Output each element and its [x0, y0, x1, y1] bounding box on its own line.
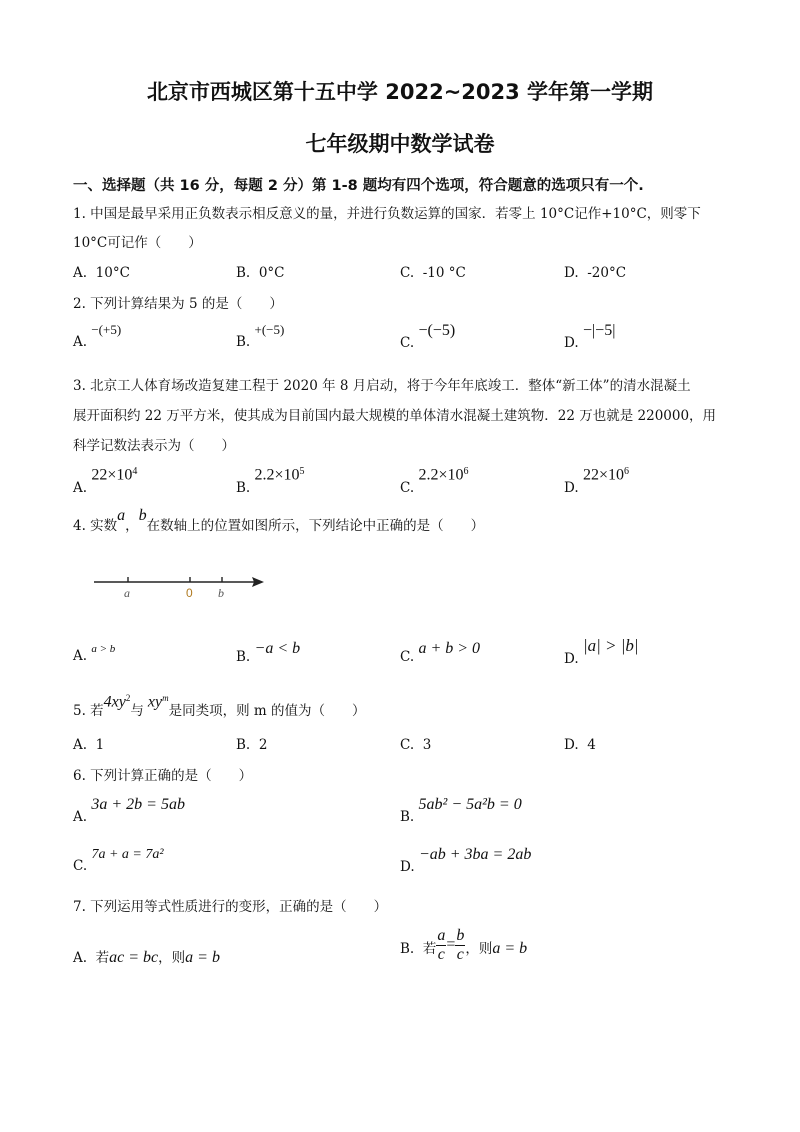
- q3-stem-line2: 展开面积约 22 万平方米，使其成为目前国内最大规模的单体清水混凝土建筑物．22 万也就是 220000，用: [73, 408, 717, 424]
- q2-option-d: D. −|−5|: [564, 322, 616, 351]
- q3-stem-line3: 科学记数法表示为（ ）: [73, 438, 235, 454]
- q6-option-a: A. 3a + 2b = 5ab: [73, 796, 185, 825]
- q3-option-d: D. $22\times 10^6$: [564, 466, 629, 496]
- q7-stem: 7. 下列运用等式性质进行的变形，正确的是（ ）: [73, 899, 388, 915]
- q1-stem-line1: 1. 中国是最早采用正负数表示相反意义的量，并进行负数运算的国家．若零上 10°C记作+10°C，则零下: [73, 206, 701, 222]
- label-0: 0: [186, 586, 193, 600]
- label-b: b: [218, 586, 224, 600]
- q2-stem: 2. 下列计算结果为 5 的是（ ）: [73, 296, 283, 312]
- q5-option-c: C. 3: [400, 737, 432, 753]
- q5-option-a: A. 1: [73, 737, 105, 753]
- q1-option-b: B. 0°C: [236, 265, 285, 281]
- q4-stem: 4. 实数a，b在数轴上的位置如图所示，下列结论中正确的是（ ）: [73, 507, 485, 534]
- fraction-b-over-c: $\frac{b}{c}$: [456, 927, 465, 963]
- q4-option-b: B. −a < b: [236, 640, 301, 665]
- q6-option-d: D. −ab + 3ba = 2ab: [400, 846, 532, 875]
- label-a: a: [124, 586, 130, 600]
- q3-option-b: B. $2.2\times 10^5$: [236, 466, 305, 496]
- q5-stem: 5. 若$4xy^2$与 $xy^m$是同类项，则 m 的值为（ ）: [73, 693, 366, 719]
- q2-option-a: A. −(+5): [73, 322, 122, 350]
- exam-title-line1: 北京市西城区第十五中学 2022~2023 学年第一学期: [146, 80, 654, 104]
- q2-option-b: B. +(−5): [236, 322, 285, 350]
- q4-option-d: D. |a| > |b|: [564, 636, 639, 667]
- q6-option-c: C. 7a + a = 7a²: [73, 847, 164, 874]
- q4-option-a: A. a > b: [73, 643, 116, 664]
- q1-option-c: C. -10 °C: [400, 265, 466, 281]
- q5-option-b: B. 2: [236, 737, 268, 753]
- q3-stem-line1: 3. 北京工人体育场改造复建工程于 2020 年 8 月启动，将于今年年底竣工．整体“新工体”的清水混凝土: [73, 378, 691, 394]
- q7-option-a: A. 若ac = bc，则a = b: [73, 949, 220, 966]
- q4-option-c: C. a + b > 0: [400, 640, 481, 665]
- exam-title-line2: 七年级期中数学试卷: [305, 132, 495, 156]
- q1-option-a: A. 10°C: [73, 265, 130, 281]
- q3-option-a: A. $22\times 10^4$: [73, 466, 138, 496]
- q3-option-c: C. $2.2\times 10^6$: [400, 466, 469, 496]
- q5-option-d: D. 4: [564, 737, 596, 753]
- q2-option-c: C. −(−5): [400, 322, 456, 351]
- q6-option-b: B. 5ab² − 5a²b = 0: [400, 796, 522, 825]
- q1-stem-line2: 10°C可记作（ ）: [73, 235, 202, 251]
- q1-option-d: D. -20°C: [564, 265, 627, 281]
- q7-option-b: B. 若 $\frac{a}{c}$ = $\frac{b}{c}$ ，则a = b: [400, 927, 528, 963]
- q6-stem: 6. 下列计算正确的是（ ）: [73, 768, 253, 784]
- number-line-figure: [90, 570, 270, 604]
- fraction-a-over-c: $\frac{a}{c}$: [437, 927, 446, 963]
- section-heading: 一、选择题（共 16 分，每题 2 分）第 1-8 题均有四个选项，符合题意的选项只有一个.: [73, 178, 644, 194]
